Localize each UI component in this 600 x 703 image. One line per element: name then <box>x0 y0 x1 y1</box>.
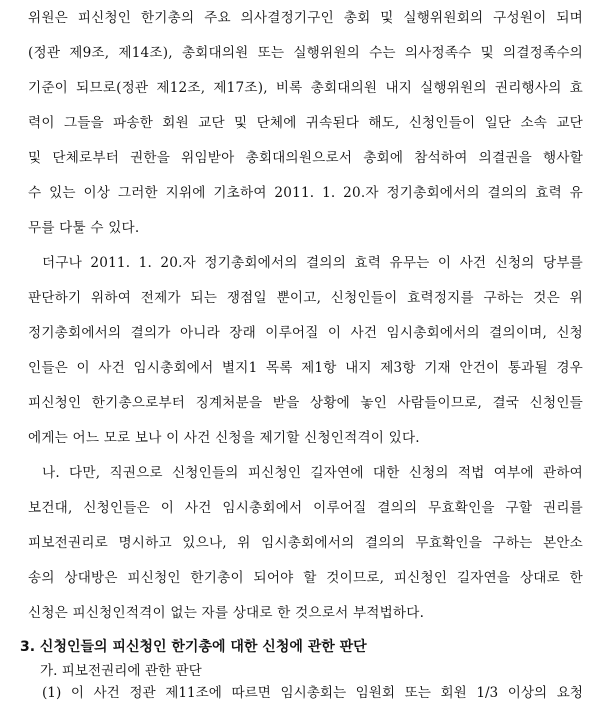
paragraph-3-line-5: 신청은 피신청인적격이 없는 자를 상대로 한 것으로서 부적법하다. <box>28 605 425 621</box>
paragraph-3-line-2: 보건대, 신청인들은 이 사건 임시총회에서 이루어질 결의의 무효확인을 구할 권리를 <box>28 500 583 516</box>
paragraph-3-line-4: 송의 상대방은 피신청인 한기총이 되어야 할 것이므로, 피신청인 길자연을 상대로 한 <box>28 570 583 586</box>
paragraph-1-line-4: 력이 그들을 파송한 회원 교단 및 단체에 귀속된다 해도, 신청인들이 일단 소속 교단 <box>28 115 583 131</box>
paragraph-1-line-3: 기준이 되므로(정관 제12조, 제17조), 비록 총회대의원 내지 실행위원의 권리행사의 효 <box>28 80 583 96</box>
paragraph-2-line-2: 판단하기 위하여 전제가 되는 쟁점일 뿐이고, 신청인들이 효력정지를 구하는 것은 위 <box>28 290 583 306</box>
paragraph-2-line-4: 인들은 이 사건 임시총회에서 별지1 목록 제1항 내지 제3항 기재 안건이 통과될 경우 <box>28 360 583 376</box>
paragraph-1-line-7: 무를 다툴 수 있다. <box>28 220 140 236</box>
paragraph-2-line-1: 더구나 2011. 1. 20.자 정기총회에서의 결의의 효력 유무는 이 사건 신청의 당부를 <box>42 255 583 271</box>
paragraph-1-line-1: 위원은 피신청인 한기총의 주요 의사결정기구인 총회 및 실행위원회의 구성원이 되며 <box>28 10 583 26</box>
paragraph-2-line-6: 에게는 어느 모로 보나 이 사건 신청을 제기할 신청인적격이 있다. <box>28 430 420 446</box>
paragraph-1-line-5: 및 단체로부터 권한을 위임받아 총회대의원으로서 총회에 참석하여 의결권을 행사할 <box>28 150 583 166</box>
paragraph-2-line-5: 피신청인 한기총으로부터 징계처분을 받을 상황에 놓인 사람들이므로, 결국 신청인들 <box>28 395 583 411</box>
paragraph-1-line-6: 수 있는 이상 그러한 지위에 기초하여 2011. 1. 20.자 정기총회에서의 결의의 효력 유 <box>28 185 583 201</box>
paragraph-1-line-2: (정관 제9조, 제14조), 총회대의원 또는 실행위원의 수는 의사정족수 및 의결정족수의 <box>28 45 583 61</box>
paragraph-2-line-3: 정기총회에서의 결의가 아니라 장래 이루어질 이 사건 임시총회에서의 결의이며, 신청 <box>28 325 583 341</box>
paragraph-4-line-1: (1) 이 사건 정관 제11조에 따르면 임시총회는 임원회 또는 회원 1/3 이상의 요청 <box>42 685 583 701</box>
paragraph-3-line-1: 나. 다만, 직권으로 신청인들의 피신청인 길자연에 대한 신청의 적법 여부에 관하여 <box>42 465 583 481</box>
sub-heading: 가. 피보전권리에 관한 판단 <box>40 663 202 679</box>
section-heading: 3. 신청인들의 피신청인 한기총에 대한 신청에 관한 판단 <box>20 639 367 655</box>
paragraph-3-line-3: 피보전권리로 명시하고 있으나, 위 임시총회에서의 결의의 무효확인을 구하는 본안소 <box>28 535 583 551</box>
